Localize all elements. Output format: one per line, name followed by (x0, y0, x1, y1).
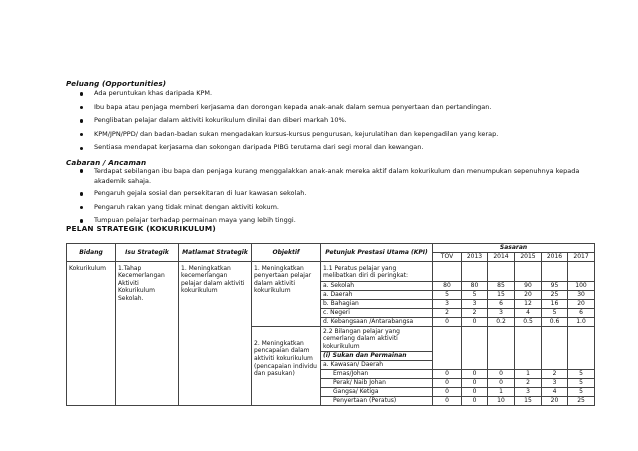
opportunities-heading: Peluang (Opportunities) (66, 79, 167, 88)
kpi-value: 90 (515, 281, 542, 290)
threats-heading: Cabaran / Ancaman (66, 158, 147, 167)
kpi-value: 25 (542, 290, 568, 299)
isu-text: 1.Tahap Kecemerlangan Aktiviti Kokurikulum Sekolah. (118, 264, 165, 302)
list-item: Tumpuan pelajar terhadap permainan maya yang lebih tinggi. (80, 214, 586, 228)
kpi-value: 25 (568, 396, 595, 405)
kpi-label: d. Kebangsaan /Antarabangsa (321, 317, 433, 326)
kpi-value: 6 (488, 299, 515, 308)
list-item: Sentiasa mendapat kerjasama dan sokongan daripada PIBG terutama dari segi moral dan kewangan. (80, 141, 600, 155)
kpi-label (321, 378, 433, 387)
kpi-value: 1 (515, 369, 542, 378)
kpi-value: 0 (488, 378, 515, 387)
cell-objektif-2: 2. Meningkatkan pencapaian dalam aktiviti kokurikulum (pencapaian individu dan pasukan) (252, 326, 321, 405)
kpi-value: 0 (462, 387, 488, 396)
header-sasaran: Sasaran (433, 244, 595, 253)
kpi-value: 0.5 (515, 317, 542, 326)
kpi-value: 3 (462, 299, 488, 308)
kpi-value: 16 (542, 299, 568, 308)
cell-isu (116, 261, 179, 405)
kpi-value: 5 (542, 308, 568, 317)
list-item: Pengaruh rakan yang tidak minat dengan aktiviti kokum. (80, 201, 586, 215)
header-kpi: Petunjuk Prestasi Utama (KPI) (321, 244, 433, 262)
kpi-1-heading: 1.1 Peratus pelajar yang melibatkan diri di peringkat: (321, 261, 433, 281)
kpi-value: 5 (462, 290, 488, 299)
kpi-2-area: a. Kawasan/ Daerah (321, 360, 433, 369)
table-row (67, 261, 595, 281)
kpi-label: c. Negeri (321, 308, 433, 317)
kpi-label-text: Penyertaan (Peratus) (333, 396, 397, 404)
kpi-value: 10 (488, 396, 515, 405)
kpi-value: 20 (542, 396, 568, 405)
kpi-value: 5 (433, 290, 462, 299)
kpi-value: 0 (433, 369, 462, 378)
kpi-value: 0 (433, 378, 462, 387)
kpi-value: 0 (433, 387, 462, 396)
kpi-label (321, 387, 433, 396)
header-bidang: Bidang (67, 244, 116, 262)
kpi-label-text: Emas/Johan (333, 369, 369, 377)
strategic-plan-table (66, 243, 595, 406)
kpi-value: 15 (515, 396, 542, 405)
list-item: Penglibatan pelajar dalam aktiviti kokurikulum dinilai dan diberi markah 10%. (80, 114, 600, 128)
kpi-value: 20 (515, 290, 542, 299)
header-isu: Isu Strategik (116, 244, 179, 262)
threats-list (80, 164, 586, 228)
header-objektif: Objektif (252, 244, 321, 262)
kpi-value: 2 (542, 369, 568, 378)
header-year: TOV (433, 252, 462, 261)
kpi-value: 95 (542, 281, 568, 290)
kpi-value: 3 (488, 308, 515, 317)
kpi-value: 2 (433, 308, 462, 317)
kpi-value: 0.6 (542, 317, 568, 326)
header-year: 2015 (515, 252, 542, 261)
header-year: 2014 (488, 252, 515, 261)
kpi-value: 3 (433, 299, 462, 308)
header-year: 2016 (542, 252, 568, 261)
kpi-value: 30 (568, 290, 595, 299)
kpi-value: 100 (568, 281, 595, 290)
kpi-value: 12 (515, 299, 542, 308)
kpi-value: 6 (568, 308, 595, 317)
kpi-value: 1 (488, 387, 515, 396)
kpi-value: 2 (462, 308, 488, 317)
kpi-label-text: Gangsa/ Ketiga (333, 387, 379, 395)
kpi-value: 0 (433, 396, 462, 405)
list-item: Terdapat sebilangan ibu bapa dan penjaga kurang menggalakkan anak-anak mereka aktif dalam kokurikulum dan menumpukan sepenuhnya kepada akademik sahaja. (80, 164, 586, 187)
kpi-label (321, 396, 433, 405)
kpi-value: 5 (568, 387, 595, 396)
plan-title: PELAN STRATEGIK (KOKURIKULUM) (66, 224, 216, 233)
cell-bidang: Kokurikulum (67, 261, 116, 405)
kpi-value: 0 (488, 369, 515, 378)
kpi-label (321, 369, 433, 378)
header-year: 2013 (462, 252, 488, 261)
kpi-value: 20 (568, 299, 595, 308)
list-item: Ibu bapa atau penjaga memberi kerjasama dan dorongan kepada anak-anak dalam semua penyertaan dan pertandingan. (80, 101, 600, 115)
kpi-value: 4 (542, 387, 568, 396)
kpi-value: 3 (515, 387, 542, 396)
list-item: Pengaruh gejala sosial dan persekitaran di luar kawasan sekolah. (80, 187, 586, 201)
opportunities-list (80, 87, 600, 155)
list-item: Ada peruntukan khas daripada KPM. (80, 87, 600, 101)
list-item: KPM/JPN/PPD/ dan badan-badan sukan mengadakan kursus-kursus pengurusan, kejurulatihan dan kepengadilan yang kerap. (80, 128, 600, 142)
kpi-value: 85 (488, 281, 515, 290)
kpi-value: 80 (433, 281, 462, 290)
kpi-value: 0.2 (488, 317, 515, 326)
kpi-label: b. Bahagian (321, 299, 433, 308)
kpi-value: 5 (568, 378, 595, 387)
kpi-value: 0 (433, 317, 462, 326)
kpi-2-subheading: (i) Sukan dan Permainan (321, 351, 433, 360)
kpi-value: 0 (462, 369, 488, 378)
cell-matlamat: 1. Meningkatkan kecemerlangan pelajar dalam aktiviti kokurikulum (179, 261, 252, 405)
cell-objektif-1: 1. Meningkatkan penyertaan pelajar dalam aktiviti kokurikulum (252, 261, 321, 326)
header-year: 2017 (568, 252, 595, 261)
kpi-label: a. Sekolah (321, 281, 433, 290)
kpi-value: 3 (542, 378, 568, 387)
kpi-label: a. Daerah (321, 290, 433, 299)
kpi-value: 5 (568, 369, 595, 378)
kpi-label-text: Perak/ Naib Johan (333, 378, 386, 386)
kpi-value: 0 (462, 396, 488, 405)
kpi-value: 1.0 (568, 317, 595, 326)
kpi-value: 2 (515, 378, 542, 387)
kpi-value: 15 (488, 290, 515, 299)
kpi-value: 0 (462, 317, 488, 326)
kpi-value: 4 (515, 308, 542, 317)
kpi-value: 80 (462, 281, 488, 290)
kpi-2-heading: 2.2 Bilangan pelajar yang cemerlang dalam aktiviti kokurikulum (321, 326, 433, 351)
header-matlamat: Matlamat Strategik (179, 244, 252, 262)
kpi-value: 0 (462, 378, 488, 387)
